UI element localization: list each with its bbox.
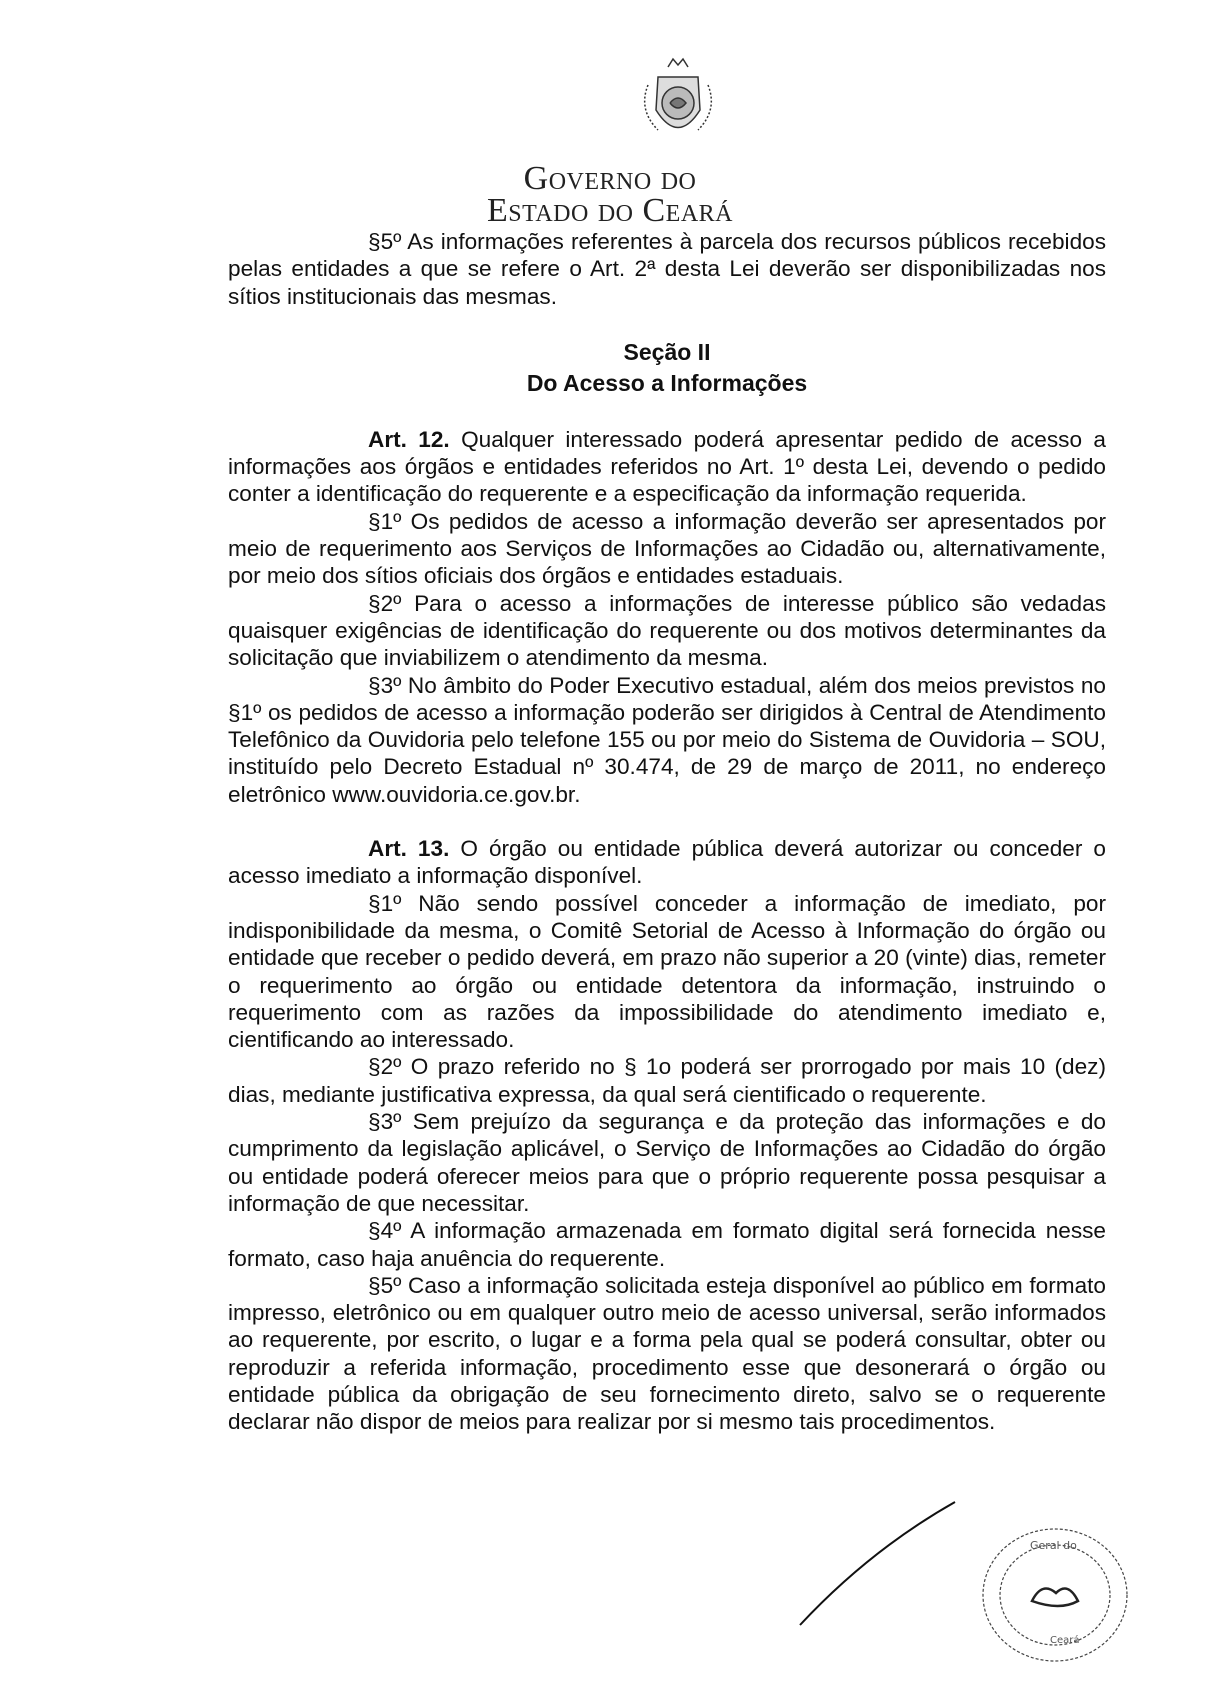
government-header-line2 bbox=[400, 194, 820, 228]
section-title: Seção II bbox=[623, 338, 711, 365]
article-13 bbox=[228, 835, 1106, 890]
article-12-paragraph-3 bbox=[228, 672, 1106, 808]
government-header-line1 bbox=[400, 162, 820, 196]
document-body bbox=[228, 228, 1106, 1436]
article-12-paragraph-1 bbox=[228, 508, 1106, 590]
article-13-paragraph-1 bbox=[228, 890, 1106, 1054]
paragraph-text: As informações referentes à parcela dos recursos públicos recebidos pelas entidades a que se refere o Art. 2ª desta Lei deverão ser disponibilizadas nos sítios institucionais das mesmas. bbox=[228, 229, 1106, 309]
article-13-paragraph-3 bbox=[228, 1108, 1106, 1217]
article-13-paragraph-2 bbox=[228, 1053, 1106, 1108]
state-coat-of-arms-icon bbox=[628, 55, 728, 155]
paragraph-text: A informação armazenada em formato digital será fornecida nesse formato, caso haja anuência do requerente. bbox=[228, 1218, 1106, 1271]
paragraph-text: Sem prejuízo da segurança e da proteção das informações e do cumprimento da legislação aplicável, o Serviço de Informações ao Cidadão do órgão ou entidade poderá oferecer meios para que o próprio requerente possa pesquisar a informação de que necessitar. bbox=[228, 1109, 1106, 1216]
official-stamp-icon bbox=[970, 1515, 1140, 1675]
paragraph-mark: §5º bbox=[368, 1272, 402, 1298]
paragraph-text: No âmbito do Poder Executivo estadual, além dos meios previstos no §1º os pedidos de acesso a informação poderão ser dirigidos à Central de Atendimento Telefônico da Ouvidoria pelo telefone 155 ou por meio do Sistema de Ouvidoria – SOU, instituído pelo Decreto Estadual nº 30.474, de 29 de março de 2011, no endereço eletrônico www.ouvidoria.ce.gov.br. bbox=[228, 672, 1106, 807]
svg-text:Geral do: Geral do bbox=[1030, 1539, 1077, 1552]
paragraph-mark: §2º bbox=[368, 1054, 402, 1080]
paragraph-mark: §1º bbox=[368, 508, 402, 534]
article-13-paragraph-5 bbox=[228, 1272, 1106, 1436]
paragraph-mark: §1º bbox=[368, 890, 402, 916]
paragraph-mark: §3º bbox=[368, 672, 402, 698]
paragraph-intro bbox=[228, 228, 1106, 310]
paragraph-text: O prazo referido no § 1o poderá ser prorrogado por mais 10 (dez) dias, mediante justificativa expressa, da qual será cientificado o requerente. bbox=[228, 1054, 1106, 1107]
article-label: Art. 12. bbox=[368, 426, 450, 452]
paragraph-text: Não sendo possível conceder a informação de imediato, por indisponibilidade da mesma, o Comitê Setorial de Acesso à Informação do órgão ou entidade que receber o pedido deverá, em prazo não superior a 20 (vinte) dias, remeter o requerimento ao órgão ou entidade detentora da informação, instruindo o requerimento com as razões da impossibilidade do atendimento imediato e, cientificando ao interessado. bbox=[228, 890, 1106, 1053]
section-subtitle: Do Acesso a Informações bbox=[526, 369, 808, 396]
article-13-paragraph-4 bbox=[228, 1217, 1106, 1272]
paragraph-text: Os pedidos de acesso a informação deverão ser apresentados por meio de requerimento aos Serviços de Informações ao Cidadão ou, alternativamente, por meio dos sítios oficiais dos órgãos e entidades estaduais. bbox=[228, 508, 1106, 589]
article-label: Art. 13. bbox=[368, 836, 450, 862]
paragraph-mark: §2º bbox=[368, 590, 402, 616]
paragraph-mark: §4º bbox=[368, 1218, 402, 1244]
paragraph-mark: §3º bbox=[368, 1109, 402, 1135]
header-line2-text: Estado do Ceará bbox=[486, 192, 734, 229]
paragraph-mark: §5º bbox=[368, 229, 402, 254]
signature-stroke bbox=[780, 1490, 970, 1630]
paragraph-text: Para o acesso a informações de interesse público são vedadas quaisquer exigências de identificação do requerente ou dos motivos determinantes da solicitação que inviabilizem o atendimento da mesma. bbox=[228, 590, 1106, 671]
header-line1-text: Governo do bbox=[523, 160, 697, 197]
svg-text:Ceará: Ceará bbox=[1050, 1635, 1080, 1646]
article-text: Qualquer interessado poderá apresentar pedido de acesso a informações aos órgãos e entidades referidos no Art. 1º desta Lei, devendo o pedido conter a identificação do requerente e a especificação da informação requerida. bbox=[228, 426, 1106, 507]
article-12-paragraph-2 bbox=[228, 590, 1106, 672]
article-text: O órgão ou entidade pública deverá autorizar ou conceder o acesso imediato a informação disponível. bbox=[228, 836, 1106, 889]
article-12 bbox=[228, 426, 1106, 508]
paragraph-text: Caso a informação solicitada esteja disponível ao público em formato impresso, eletrônico ou em qualquer outro meio de acesso universal, serão informados ao requerente, por escrito, o lugar e a forma pela qual se poderá consultar, obter ou reproduzir a referida informação, procedimento esse que desonerará o órgão ou entidade pública da obrigação de seu fornecimento direto, salvo se o requerente declarar não dispor de meios para realizar por si mesmo tais procedimentos. bbox=[228, 1272, 1106, 1435]
